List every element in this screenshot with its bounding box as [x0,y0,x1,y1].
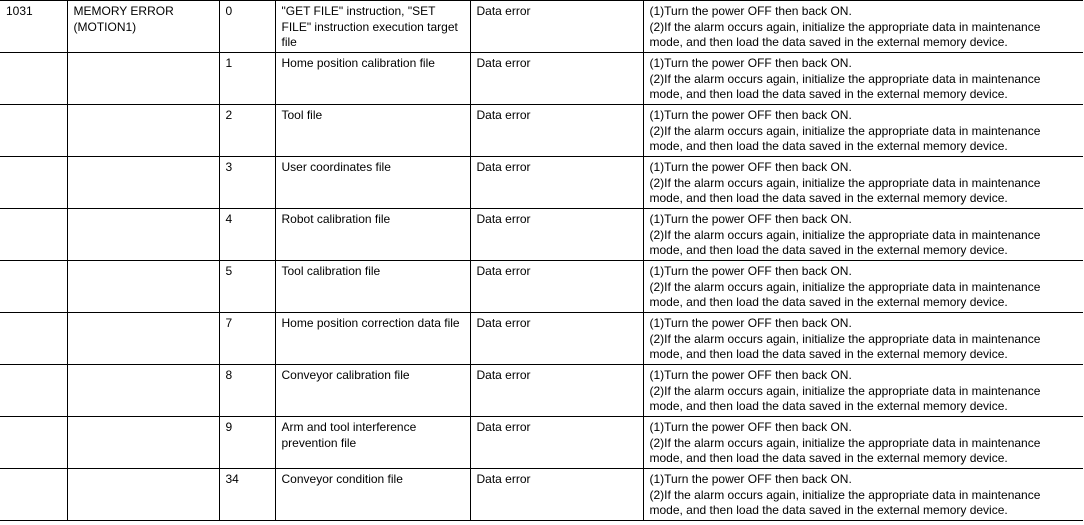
alarm-code-cell [0,417,67,469]
alarm-name-line: MEMORY ERROR [73,4,174,18]
remedy-line: (2)If the alarm occurs again, initialize the appropriate data in maintenance [649,71,1041,86]
remedy-line: mode, and then load the data saved in the external memory device. [649,451,1008,465]
remedy-cell [643,105,1083,157]
target-line: file [281,35,297,49]
cause-text: Data error [476,368,531,382]
remedy-line: (2)If the alarm occurs again, initialize the appropriate data in maintenance [649,435,1041,450]
alarm-code-cell [0,261,67,313]
target-cell [275,469,470,521]
alarm-name-cell [67,469,219,521]
remedy-line: (1)Turn the power OFF then back ON. [649,472,852,486]
sub-code: 5 [225,264,233,278]
remedy-cell [643,313,1083,365]
cause-cell [470,261,643,313]
remedy-cell [643,1,1083,53]
sub-code-cell [219,157,275,209]
remedy-line: mode, and then load the data saved in the external memory device. [649,295,1008,309]
remedy-cell [643,209,1083,261]
sub-code: 7 [225,316,233,330]
sub-code-cell [219,469,275,521]
sub-code: 9 [225,420,233,434]
remedy-line: (1)Turn the power OFF then back ON. [649,108,852,122]
alarm-name-cell [67,157,219,209]
table-row [0,53,1083,105]
table-body [0,1,1083,521]
remedy-cell [643,261,1083,313]
sub-code: 3 [225,160,233,174]
remedy-line: (2)If the alarm occurs again, initialize the appropriate data in maintenance [649,19,1041,34]
remedy-cell [643,365,1083,417]
cause-cell [470,1,643,53]
alarm-name-cell [67,1,219,53]
remedy-line: (1)Turn the power OFF then back ON. [649,316,852,330]
remedy-line: (2)If the alarm occurs again, initialize the appropriate data in maintenance [649,383,1041,398]
sub-code: 0 [225,4,233,18]
remedy-line: (1)Turn the power OFF then back ON. [649,264,852,278]
cause-text: Data error [476,56,531,70]
cause-text: Data error [476,264,531,278]
sub-code-cell [219,209,275,261]
remedy-line: mode, and then load the data saved in the external memory device. [649,347,1008,361]
alarm-code-cell [0,53,67,105]
target-line: Home position calibration file [281,56,435,70]
sub-code: 1 [225,56,233,70]
cause-cell [470,313,643,365]
sub-code-cell [219,313,275,365]
table-row [0,313,1083,365]
target-line: Arm and tool interference [281,420,417,434]
sub-code-cell [219,417,275,469]
remedy-line: mode, and then load the data saved in the external memory device. [649,399,1008,413]
alarm-code: 1031 [6,4,33,18]
alarm-name-cell [67,261,219,313]
target-line: Conveyor condition file [281,472,403,486]
remedy-line: (1)Turn the power OFF then back ON. [649,56,852,70]
alarm-name-cell [67,417,219,469]
alarm-code-cell [0,209,67,261]
remedy-cell [643,157,1083,209]
remedy-line: (1)Turn the power OFF then back ON. [649,212,852,226]
target-cell [275,261,470,313]
cause-cell [470,105,643,157]
remedy-line: (1)Turn the power OFF then back ON. [649,4,852,18]
table-row [0,261,1083,313]
remedy-line: mode, and then load the data saved in the external memory device. [649,243,1008,257]
remedy-line: mode, and then load the data saved in the external memory device. [649,139,1008,153]
remedy-line: (2)If the alarm occurs again, initialize the appropriate data in maintenance [649,227,1041,242]
cause-text: Data error [476,108,531,122]
target-line: Tool file [281,108,323,122]
target-line: FILE" instruction execution target [281,19,458,34]
target-line: Tool calibration file [281,264,381,278]
cause-text: Data error [476,420,531,434]
remedy-cell [643,53,1083,105]
sub-code: 2 [225,108,233,122]
remedy-line: (2)If the alarm occurs again, initialize the appropriate data in maintenance [649,123,1041,138]
sub-code-cell [219,365,275,417]
remedy-line: (2)If the alarm occurs again, initialize the appropriate data in maintenance [649,487,1041,502]
target-cell [275,53,470,105]
sub-code-cell [219,105,275,157]
target-cell [275,157,470,209]
alarm-code-cell [0,157,67,209]
sub-code-cell [219,1,275,53]
table-row [0,469,1083,521]
target-line: User coordinates file [281,160,391,174]
sub-code-cell [219,53,275,105]
alarm-name-line: (MOTION1) [73,19,137,34]
sub-code-cell [219,261,275,313]
alarm-name-cell [67,53,219,105]
cause-text: Data error [476,4,531,18]
alarm-code-cell [0,1,67,53]
cause-text: Data error [476,316,531,330]
cause-cell [470,417,643,469]
remedy-line: mode, and then load the data saved in the external memory device. [649,87,1008,101]
remedy-line: (1)Turn the power OFF then back ON. [649,420,852,434]
target-cell [275,209,470,261]
remedy-line: (2)If the alarm occurs again, initialize the appropriate data in maintenance [649,175,1041,190]
target-line: Robot calibration file [281,212,391,226]
table-row [0,417,1083,469]
remedy-line: mode, and then load the data saved in the external memory device. [649,191,1008,205]
target-line: Conveyor calibration file [281,368,410,382]
cause-cell [470,53,643,105]
sub-code: 4 [225,212,233,226]
table-row [0,105,1083,157]
target-cell [275,365,470,417]
target-line: Home position correction data file [281,316,460,330]
remedy-line: mode, and then load the data saved in the external memory device. [649,503,1008,517]
alarm-code-cell [0,469,67,521]
cause-text: Data error [476,212,531,226]
table-row [0,157,1083,209]
cause-cell [470,469,643,521]
cause-cell [470,209,643,261]
target-cell [275,417,470,469]
target-cell [275,313,470,365]
alarm-name-cell [67,105,219,157]
alarm-name-cell [67,365,219,417]
sub-code: 34 [225,472,239,486]
table-row [0,365,1083,417]
remedy-cell [643,417,1083,469]
cause-text: Data error [476,160,531,174]
alarm-name-cell [67,209,219,261]
alarm-code-cell [0,313,67,365]
alarm-name-cell [67,313,219,365]
remedy-line: (1)Turn the power OFF then back ON. [649,368,852,382]
remedy-line: (1)Turn the power OFF then back ON. [649,160,852,174]
target-line: "GET FILE" instruction, "SET [281,4,436,18]
alarm-code-cell [0,365,67,417]
remedy-cell [643,469,1083,521]
target-cell [275,1,470,53]
alarm-code-cell [0,105,67,157]
table-row [0,209,1083,261]
cause-text: Data error [476,472,531,486]
target-cell [275,105,470,157]
cause-cell [470,365,643,417]
remedy-line: (2)If the alarm occurs again, initialize the appropriate data in maintenance [649,331,1041,346]
target-line: prevention file [281,435,357,450]
remedy-line: mode, and then load the data saved in the external memory device. [649,35,1008,49]
cause-cell [470,157,643,209]
sub-code: 8 [225,368,233,382]
remedy-line: (2)If the alarm occurs again, initialize the appropriate data in maintenance [649,279,1041,294]
table-row [0,1,1083,53]
